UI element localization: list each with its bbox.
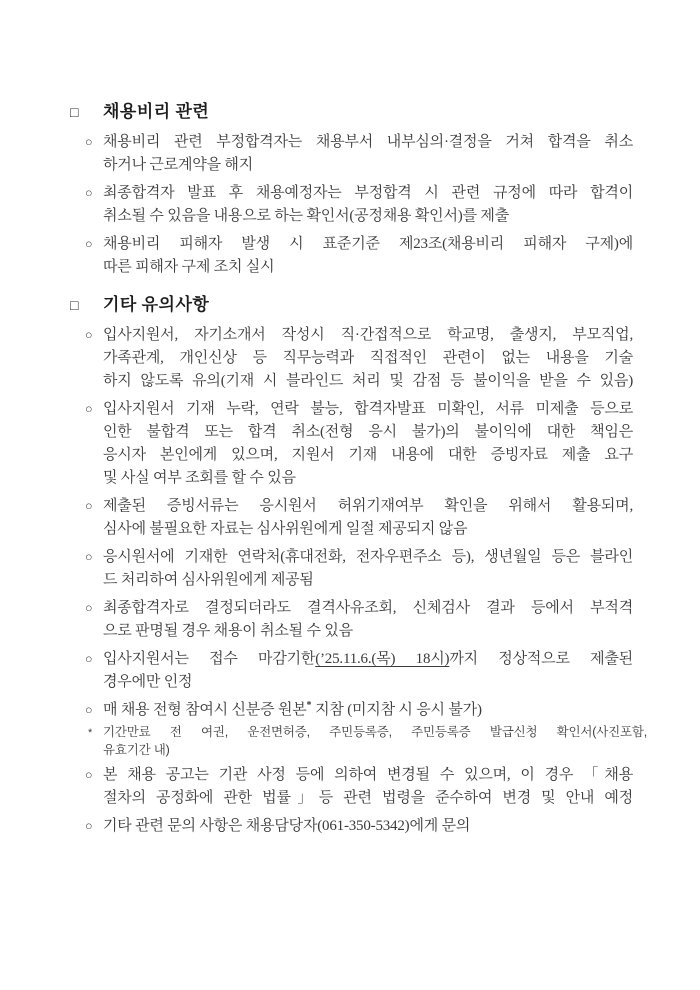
- text-segment: 채용비리 관련 부정합격자는 채용부서 내부심의·결정을 거쳐 합격을 취소: [103, 134, 633, 150]
- text-line: [103, 518, 633, 541]
- text-segment: 매 채용 전형 참여시 신분증 원본: [103, 702, 307, 718]
- section-heading: [70, 100, 633, 126]
- circle-bullet-icon: ○: [85, 328, 93, 342]
- section-1: [70, 100, 633, 279]
- circle-bullet-icon: ○: [85, 237, 93, 251]
- text-segment: 가족관계, 개인신상 등 직무능력과 직접적인 관련이 없는 내용을 기술: [103, 350, 633, 366]
- text-line: [103, 699, 633, 722]
- text-segment: 까지 정상적으로 제출된: [449, 651, 633, 667]
- text-segment: 최종합격자 발표 후 채용예정자는 부정합격 시 관련 규정에 따라 합격이: [103, 185, 633, 201]
- text-segment: 따른 피해자 구제 조치 실시: [103, 259, 275, 275]
- text-segment: 취소될 수 있음을 내용으로 하는 확인서(공정채용 확인서)를 제출: [103, 208, 509, 224]
- list-item: [70, 597, 633, 643]
- footnote-line: [103, 724, 647, 742]
- text-line: [103, 205, 633, 228]
- text-segment: 채용비리 피해자 발생 시 표준기준 제23조(채용비리 피해자 구제)에: [103, 236, 633, 252]
- text-line: [103, 444, 633, 467]
- text-segment: 입사지원서는 접수 마감기한: [103, 651, 316, 667]
- text-segment: 절차의 공정화에 관한 법률」등 관련 법령을 준수하여 변경 및 안내 예정: [103, 790, 633, 806]
- square-bullet-icon: □: [70, 106, 79, 121]
- list-item: [70, 546, 633, 592]
- list-item: [70, 648, 633, 694]
- text-line: [103, 764, 633, 787]
- circle-bullet-icon: ○: [85, 135, 93, 149]
- text-line: [103, 370, 633, 393]
- text-line: [103, 467, 633, 490]
- text-line: [103, 131, 633, 154]
- circle-bullet-icon: ○: [85, 819, 93, 833]
- list-item: [70, 699, 647, 759]
- text-segment: 및 사실 여부 조회를 할 수 있음: [103, 470, 296, 486]
- text-line: [103, 597, 633, 620]
- text-line: [103, 324, 633, 347]
- text-line: [103, 569, 633, 592]
- list-item: [70, 815, 633, 838]
- asterisk-icon: *: [88, 727, 93, 739]
- circle-bullet-icon: ○: [85, 550, 93, 564]
- text-segment: 으로 판명될 경우 채용이 취소될 수 있음: [103, 623, 353, 639]
- text-segment: 드 처리하여 심사위원에게 제공됨: [103, 572, 314, 588]
- text-line: [103, 421, 633, 444]
- circle-bullet-icon: ○: [85, 402, 93, 416]
- text-segment: 입사지원서, 자기소개서 작성시 직·간접적으로 학교명, 출생지, 부모직업,: [103, 327, 633, 343]
- underlined-deadline-text: (’25.11.6.(목) 18시): [315, 651, 450, 667]
- text-line: [103, 256, 633, 279]
- text-segment: 최종합격자로 결정되더라도 결격사유조회, 신체검사 결과 등에서 부적격: [103, 600, 633, 616]
- text-segment: 입사지원서 기재 누락, 연락 불능, 합격자발표 미확인, 서류 미제출 등으로: [103, 401, 633, 417]
- text-line: [103, 182, 633, 205]
- superscript-asterisk: *: [306, 700, 312, 711]
- text-segment: 제출된 증빙서류는 응시원서 허위기재여부 확인을 위해서 활용되며,: [103, 498, 633, 514]
- text-segment: 심사에 불필요한 자료는 심사위원에게 일절 제공되지 않음: [103, 521, 468, 537]
- circle-bullet-icon: ○: [85, 186, 93, 200]
- list-item: [70, 182, 633, 228]
- list-item: [70, 764, 633, 810]
- text-line: [103, 648, 633, 671]
- circle-bullet-icon: ○: [85, 652, 93, 666]
- text-line: [103, 495, 633, 518]
- text-line: [103, 671, 633, 694]
- text-line: [103, 398, 633, 421]
- text-segment: 지참 (미지참 시 응시 불가): [311, 702, 482, 718]
- footnote: [88, 724, 647, 759]
- text-segment: 유효기간 내): [103, 742, 170, 757]
- text-line: [103, 787, 633, 810]
- document-content: [70, 100, 647, 838]
- text-segment: 하거나 근로계약을 해지: [103, 157, 254, 173]
- square-bullet-icon: □: [70, 299, 79, 314]
- section-title: 채용비리 관련: [103, 102, 210, 121]
- text-segment: 경우에만 인정: [103, 674, 193, 690]
- text-segment: 응시자 본인에게 있으며, 지원서 기재 내용에 대한 증빙자료 제출 요구: [103, 447, 633, 463]
- text-line: [103, 620, 633, 643]
- list-item: [70, 131, 633, 177]
- circle-bullet-icon: ○: [85, 703, 93, 717]
- list-item: [70, 495, 633, 541]
- list-item: [70, 233, 633, 279]
- section-title: 기타 유의사항: [103, 295, 210, 314]
- section-heading: [70, 293, 633, 319]
- circle-bullet-icon: ○: [85, 601, 93, 615]
- text-segment: 본 채용 공고는 기관 사정 등에 의하여 변경될 수 있으며, 이 경우 「채용: [103, 767, 633, 783]
- circle-bullet-icon: ○: [85, 499, 93, 513]
- text-line: [103, 546, 633, 569]
- text-line: [103, 815, 633, 838]
- text-segment: 인한 불합격 또는 합격 취소(전형 응시 불가)의 불이익에 대한 책임은: [103, 424, 633, 440]
- circle-bullet-icon: ○: [85, 768, 93, 782]
- text-segment: 응시원서에 기재한 연락처(휴대전화, 전자우편주소 등), 생년월일 등은 블라인: [103, 549, 633, 565]
- text-segment: 기타 관련 문의 사항은 채용담당자(061-350-5342)에게 문의: [103, 818, 471, 834]
- footnote-line: [103, 742, 647, 760]
- text-line: [103, 233, 633, 256]
- list-item: [70, 398, 633, 490]
- text-line: [103, 347, 633, 370]
- text-line: [103, 154, 633, 177]
- section-2: [70, 293, 647, 838]
- text-segment: 기간만료 전 여권, 운전면허증, 주민등록증, 주민등록증 발급신청 확인서(사진포함,: [103, 725, 647, 739]
- list-item: [70, 324, 633, 393]
- text-segment: 하지 않도록 유의(기재 시 블라인드 처리 및 감점 등 불이익을 받을 수 있음): [103, 373, 633, 389]
